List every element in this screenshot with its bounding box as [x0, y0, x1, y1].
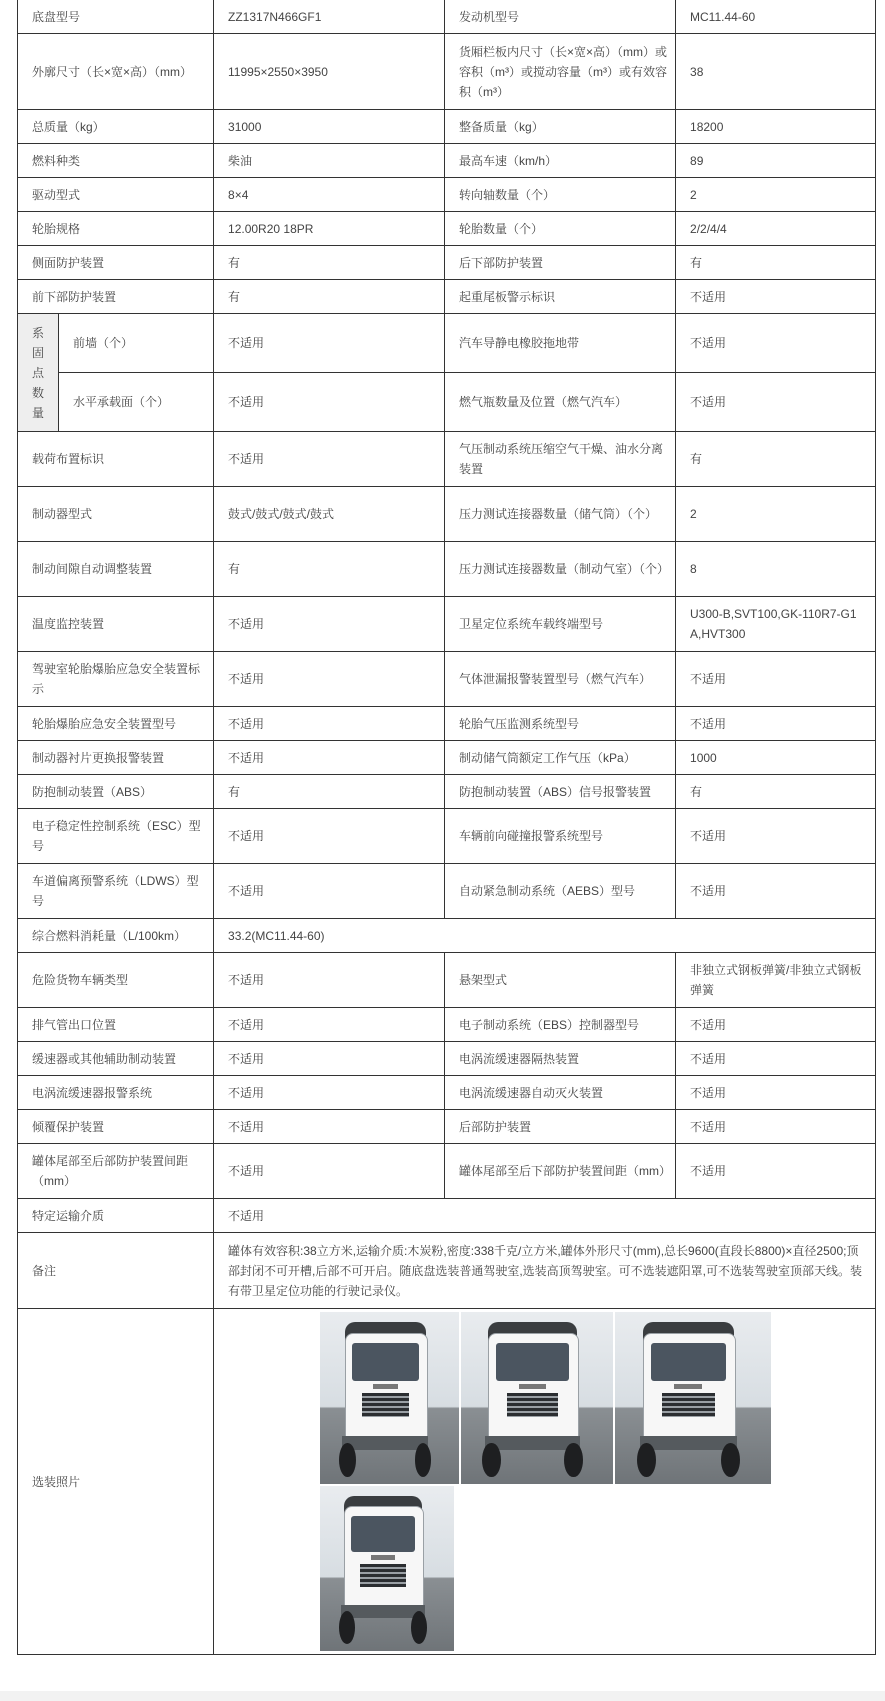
abs-alarm-value: 有: [676, 775, 876, 809]
total-mass-label: 总质量（kg）: [18, 110, 214, 144]
table-row: [18, 597, 876, 652]
truck-photo[interactable]: [320, 1312, 459, 1484]
table-row: [18, 144, 876, 178]
aebs-value: 不适用: [676, 864, 876, 919]
group-char: 数: [31, 385, 44, 400]
front-wall-label: 前墙（个）: [59, 314, 214, 373]
cargo-volume-value: 38: [676, 34, 876, 110]
horizontal-section-label: 水平承载面（个）: [59, 373, 214, 432]
group-char: 系: [31, 325, 44, 340]
retarder-fire-label: 电涡流缓速器自动灭火装置: [445, 1076, 676, 1110]
table-row: [18, 314, 876, 373]
tailboard-mark-value: 不适用: [676, 280, 876, 314]
fuel-consumption-label: 综合燃料消耗量（L/100km）: [18, 919, 214, 953]
brake-type-value: 鼓式/鼓式/鼓式/鼓式: [214, 487, 445, 542]
tpms-value: 不适用: [676, 707, 876, 741]
tire-count-value: 2/2/4/4: [676, 212, 876, 246]
fcw-label: 车辆前向碰撞报警系统型号: [445, 809, 676, 864]
table-row: [18, 775, 876, 809]
gas-cylinder-value: 不适用: [676, 373, 876, 432]
lining-alarm-value: 不适用: [214, 741, 445, 775]
steer-axles-label: 转向轴数量（个）: [445, 178, 676, 212]
gps-model-label: 卫星定位系统车载终端型号: [445, 597, 676, 652]
cargo-volume-label: 货厢栏板内尺寸（长×宽×高）（mm）或容积（m³）或搅动容量（m³）或有效容积（m³）: [445, 34, 676, 110]
max-speed-value: 89: [676, 144, 876, 178]
retarder-fire-value: 不适用: [676, 1076, 876, 1110]
exhaust-value: 不适用: [214, 1008, 445, 1042]
antistatic-value: 不适用: [676, 314, 876, 373]
air-dryer-label: 气压制动系统压缩空气干燥、油水分离装置: [445, 432, 676, 487]
tank-to-rear-guard-label: 罐体尾部至后部防护装置间距（mm）: [18, 1144, 214, 1199]
suspension-label: 悬架型式: [445, 953, 676, 1008]
fixing-points-group: [18, 314, 59, 432]
tank-to-rear-guard-value: 不适用: [214, 1144, 445, 1199]
front-lower-guard-label: 前下部防护装置: [18, 280, 214, 314]
dimensions-value: 11995×2550×3950: [214, 34, 445, 110]
ldws-label: 车道偏离预警系统（LDWS）型号: [18, 864, 214, 919]
total-mass-value: 31000: [214, 110, 445, 144]
tpms-label: 轮胎气压监测系统型号: [445, 707, 676, 741]
pressure-test-chamber-label: 压力测试连接器数量（制动气室）（个）: [445, 542, 676, 597]
table-row: [18, 487, 876, 542]
photo-gallery: [320, 1312, 790, 1651]
table-row: [18, 178, 876, 212]
rear-lower-guard-label: 后下部防护装置: [445, 246, 676, 280]
truck-photo[interactable]: [615, 1312, 771, 1484]
ldws-value: 不适用: [214, 864, 445, 919]
remarks-value: 罐体有效容积:38立方米,运输介质:木炭粉,密度:338千克/立方米,罐体外形尺寸(mm),总长9600(直段长8800)×直径2500;顶部封闭不可开槽,后部不可开启。随底盘选装普通驾驶室,选装高顶驾驶室。可不选装遮阳罩,可不选装驾驶室顶部天线。装有带卫星定位功能的行驶记录仪。: [214, 1233, 876, 1309]
table-row: [18, 1110, 876, 1144]
tire-burst-model-label: 轮胎爆胎应急安全装置型号: [18, 707, 214, 741]
pressure-test-tank-label: 压力测试连接器数量（储气筒）（个）: [445, 487, 676, 542]
load-mark-label: 载荷布置标识: [18, 432, 214, 487]
table-row: [18, 741, 876, 775]
tire-spec-value: 12.00R20 18PR: [214, 212, 445, 246]
medium-value: 不适用: [214, 1199, 876, 1233]
horizontal-section-value: 不适用: [214, 373, 445, 432]
suspension-value: 非独立式钢板弹簧/非独立式钢板弹簧: [676, 953, 876, 1008]
drive-label: 驱动型式: [18, 178, 214, 212]
engine-model-label: 发动机型号: [445, 0, 676, 34]
rollover-label: 倾覆保护装置: [18, 1110, 214, 1144]
antistatic-label: 汽车导静电橡胶拖地带: [445, 314, 676, 373]
table-row: [18, 652, 876, 707]
group-char: 量: [31, 405, 44, 420]
table-row: [18, 1144, 876, 1199]
table-row: [18, 280, 876, 314]
table-row: [18, 542, 876, 597]
group-char: 固: [31, 345, 44, 360]
group-char: 点: [31, 365, 44, 380]
abs-alarm-label: 防抱制动装置（ABS）信号报警装置: [445, 775, 676, 809]
tank-to-rear-lower-guard-value: 不适用: [676, 1144, 876, 1199]
table-row: [18, 373, 876, 432]
medium-label: 特定运输介质: [18, 1199, 214, 1233]
pressure-test-chamber-value: 8: [676, 542, 876, 597]
abs-label: 防抱制动装置（ABS）: [18, 775, 214, 809]
truck-photo[interactable]: [461, 1312, 613, 1484]
auto-adjust-value: 有: [214, 542, 445, 597]
steer-axles-value: 2: [676, 178, 876, 212]
page-footer-bar: [0, 1691, 885, 1701]
hazmat-type-value: 不适用: [214, 953, 445, 1008]
table-row: [18, 1042, 876, 1076]
retarder-heat-value: 不适用: [676, 1042, 876, 1076]
remarks-label: 备注: [18, 1233, 214, 1309]
engine-model-value: MC11.44-60: [676, 0, 876, 34]
table-row: [18, 809, 876, 864]
rear-lower-guard-value: 有: [676, 246, 876, 280]
table-row: [18, 707, 876, 741]
chassis-model-value: ZZ1317N466GF1: [214, 0, 445, 34]
tailboard-mark-label: 起重尾板警示标识: [445, 280, 676, 314]
gas-leak-value: 不适用: [676, 652, 876, 707]
esc-label: 电子稳定性控制系统（ESC）型号: [18, 809, 214, 864]
table-row: [18, 1076, 876, 1110]
curb-mass-value: 18200: [676, 110, 876, 144]
spec-table: [17, 0, 876, 1655]
front-wall-value: 不适用: [214, 314, 445, 373]
pressure-test-tank-value: 2: [676, 487, 876, 542]
retarder-alarm-label: 电涡流缓速器报警系统: [18, 1076, 214, 1110]
table-row: [18, 212, 876, 246]
retarder-heat-label: 电涡流缓速器隔热装置: [445, 1042, 676, 1076]
gas-leak-label: 气体泄漏报警装置型号（燃气汽车）: [445, 652, 676, 707]
air-dryer-value: 有: [676, 432, 876, 487]
aebs-label: 自动紧急制动系统（AEBS）型号: [445, 864, 676, 919]
ebs-label: 电子制动系统（EBS）控制器型号: [445, 1008, 676, 1042]
table-row: [18, 246, 876, 280]
fcw-value: 不适用: [676, 809, 876, 864]
fuel-label: 燃料种类: [18, 144, 214, 178]
rear-guard-value: 不适用: [676, 1110, 876, 1144]
exhaust-label: 排气管出口位置: [18, 1008, 214, 1042]
tank-to-rear-lower-guard-label: 罐体尾部至后下部防护装置间距（mm）: [445, 1144, 676, 1199]
gas-cylinder-label: 燃气瓶数量及位置（燃气汽车）: [445, 373, 676, 432]
table-row: [18, 1309, 876, 1655]
dimensions-label: 外廓尺寸（长×宽×高）（mm）: [18, 34, 214, 110]
tire-burst-mark-value: 不适用: [214, 652, 445, 707]
tank-pressure-value: 1000: [676, 741, 876, 775]
table-row: [18, 0, 876, 34]
table-row: [18, 919, 876, 953]
ebs-value: 不适用: [676, 1008, 876, 1042]
photos-label: 选装照片: [18, 1309, 214, 1655]
esc-value: 不适用: [214, 809, 445, 864]
temp-monitor-label: 温度监控装置: [18, 597, 214, 652]
side-guard-value: 有: [214, 246, 445, 280]
front-lower-guard-value: 有: [214, 280, 445, 314]
retarder-value: 不适用: [214, 1042, 445, 1076]
tire-burst-mark-label: 驾驶室轮胎爆胎应急安全装置标示: [18, 652, 214, 707]
gps-model-value: U300-B,SVT100,GK-110R7-G1A,HVT300: [676, 597, 876, 652]
auto-adjust-label: 制动间隙自动调整装置: [18, 542, 214, 597]
tank-pressure-label: 制动储气筒额定工作气压（kPa）: [445, 741, 676, 775]
tire-spec-label: 轮胎规格: [18, 212, 214, 246]
table-row: [18, 953, 876, 1008]
lining-alarm-label: 制动器衬片更换报警装置: [18, 741, 214, 775]
temp-monitor-value: 不适用: [214, 597, 445, 652]
hazmat-type-label: 危险货物车辆类型: [18, 953, 214, 1008]
retarder-alarm-value: 不适用: [214, 1076, 445, 1110]
fuel-value: 柴油: [214, 144, 445, 178]
load-mark-value: 不适用: [214, 432, 445, 487]
table-row: [18, 864, 876, 919]
tire-count-label: 轮胎数量（个）: [445, 212, 676, 246]
table-row: [18, 1199, 876, 1233]
fuel-consumption-value: 33.2(MC11.44-60): [214, 919, 876, 953]
side-guard-label: 侧面防护装置: [18, 246, 214, 280]
max-speed-label: 最高车速（km/h）: [445, 144, 676, 178]
tire-burst-model-value: 不适用: [214, 707, 445, 741]
table-row: [18, 34, 876, 110]
abs-value: 有: [214, 775, 445, 809]
drive-value: 8×4: [214, 178, 445, 212]
table-row: [18, 1233, 876, 1309]
truck-photo[interactable]: [320, 1486, 454, 1651]
photos-cell: [214, 1309, 876, 1655]
table-row: [18, 110, 876, 144]
brake-type-label: 制动器型式: [18, 487, 214, 542]
rollover-value: 不适用: [214, 1110, 445, 1144]
chassis-model-label: 底盘型号: [18, 0, 214, 34]
table-row: [18, 432, 876, 487]
curb-mass-label: 整备质量（kg）: [445, 110, 676, 144]
rear-guard-label: 后部防护装置: [445, 1110, 676, 1144]
retarder-label: 缓速器或其他辅助制动装置: [18, 1042, 214, 1076]
table-row: [18, 1008, 876, 1042]
